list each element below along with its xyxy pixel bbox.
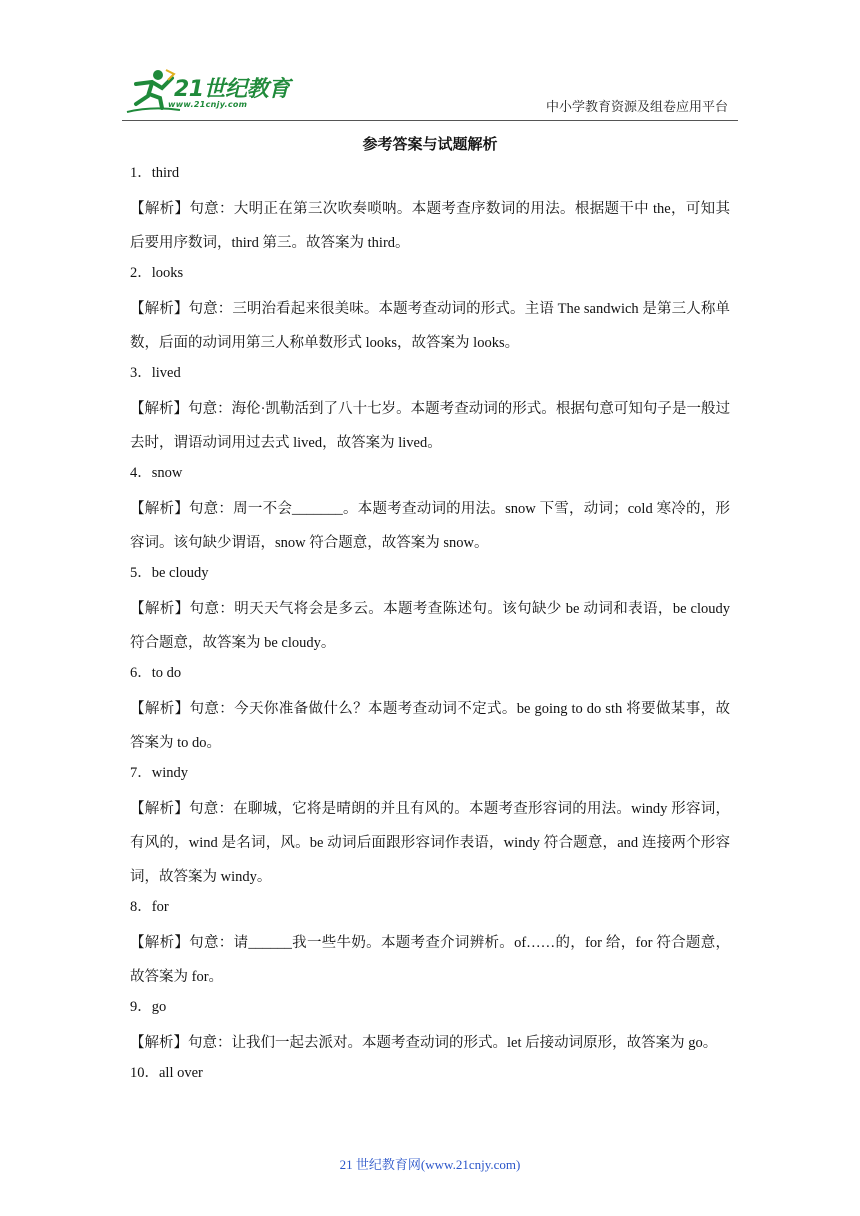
question-number: 5．be cloudy — [130, 565, 209, 581]
question-number: 10．all over — [130, 1065, 203, 1081]
answer-analysis: 【解析】句意：明天天气将会是多云。本题考查陈述句。该句缺少 be 动词和表语，be cloudy 符合题意，故答案为 be cloudy。 — [130, 601, 730, 651]
header-divider — [122, 120, 738, 121]
footer-source: 21 世纪教育网(www.21cnjy.com) — [339, 1157, 521, 1172]
platform-tagline: 中小学教育资源及组卷应用平台 — [545, 99, 728, 114]
question-number: 7．windy — [130, 765, 188, 781]
answer-analysis: 【解析】句意：今天你准备做什么？本题考查动词不定式。be going to do sth 将要做某事，故答案为 to do。 — [130, 701, 730, 751]
answer-analysis: 【解析】句意：三明治看起来很美味。本题考查动词的形式。主语 The sandwich 是第三人称单数，后面的动词用第三人称单数形式 looks，故答案为 looks。 — [130, 301, 730, 351]
page-title: 参考答案与试题解析 — [362, 137, 498, 153]
answer-analysis: 【解析】句意：周一不会_______。本题考查动词的用法。snow 下雪，动词；cold 寒冷的，形容词。该句缺少谓语，snow 符合题意，故答案为 snow。 — [130, 501, 730, 551]
answer-list — [130, 160, 730, 1092]
answer-analysis: 【解析】句意：大明正在第三次吹奏唢呐。本题考查序数词的用法。根据题干中 the，可知其后要用序数词，third 第三。故答案为 third。 — [130, 201, 730, 251]
page-header — [0, 0, 860, 120]
answer-analysis: 【解析】句意：请______我一些牛奶。本题考查介词辨析。of……的，for 给，for 符合题意，故答案为 for。 — [130, 935, 730, 985]
question-number: 4．snow — [130, 465, 183, 481]
question-number: 3．lived — [130, 365, 181, 381]
question-number: 1．third — [130, 165, 180, 181]
answer-analysis: 【解析】句意：在聊城，它将是晴朗的并且有风的。本题考查形容词的用法。windy 形容词，有风的，wind 是名词，风。be 动词后面跟形容词作表语，windy 符合题意，and 连接两个形容词，故答案为 windy。 — [130, 801, 730, 885]
question-number: 2．looks — [130, 265, 184, 281]
logo — [122, 66, 292, 118]
question-number: 9．go — [130, 999, 167, 1015]
logo-text: 21世纪教育 — [174, 77, 290, 102]
answer-analysis: 【解析】句意：让我们一起去派对。本题考查动词的形式。let 后接动词原形，故答案为 go。 — [130, 1035, 718, 1051]
logo-url: www.21cnjy.com — [168, 100, 248, 109]
answer-analysis: 【解析】句意：海伦·凯勒活到了八十七岁。本题考查动词的形式。根据句意可知句子是一般过去时，谓语动词用过去式 lived，故答案为 lived。 — [130, 401, 730, 451]
question-number: 8．for — [130, 899, 169, 915]
question-number: 6．to do — [130, 665, 182, 681]
